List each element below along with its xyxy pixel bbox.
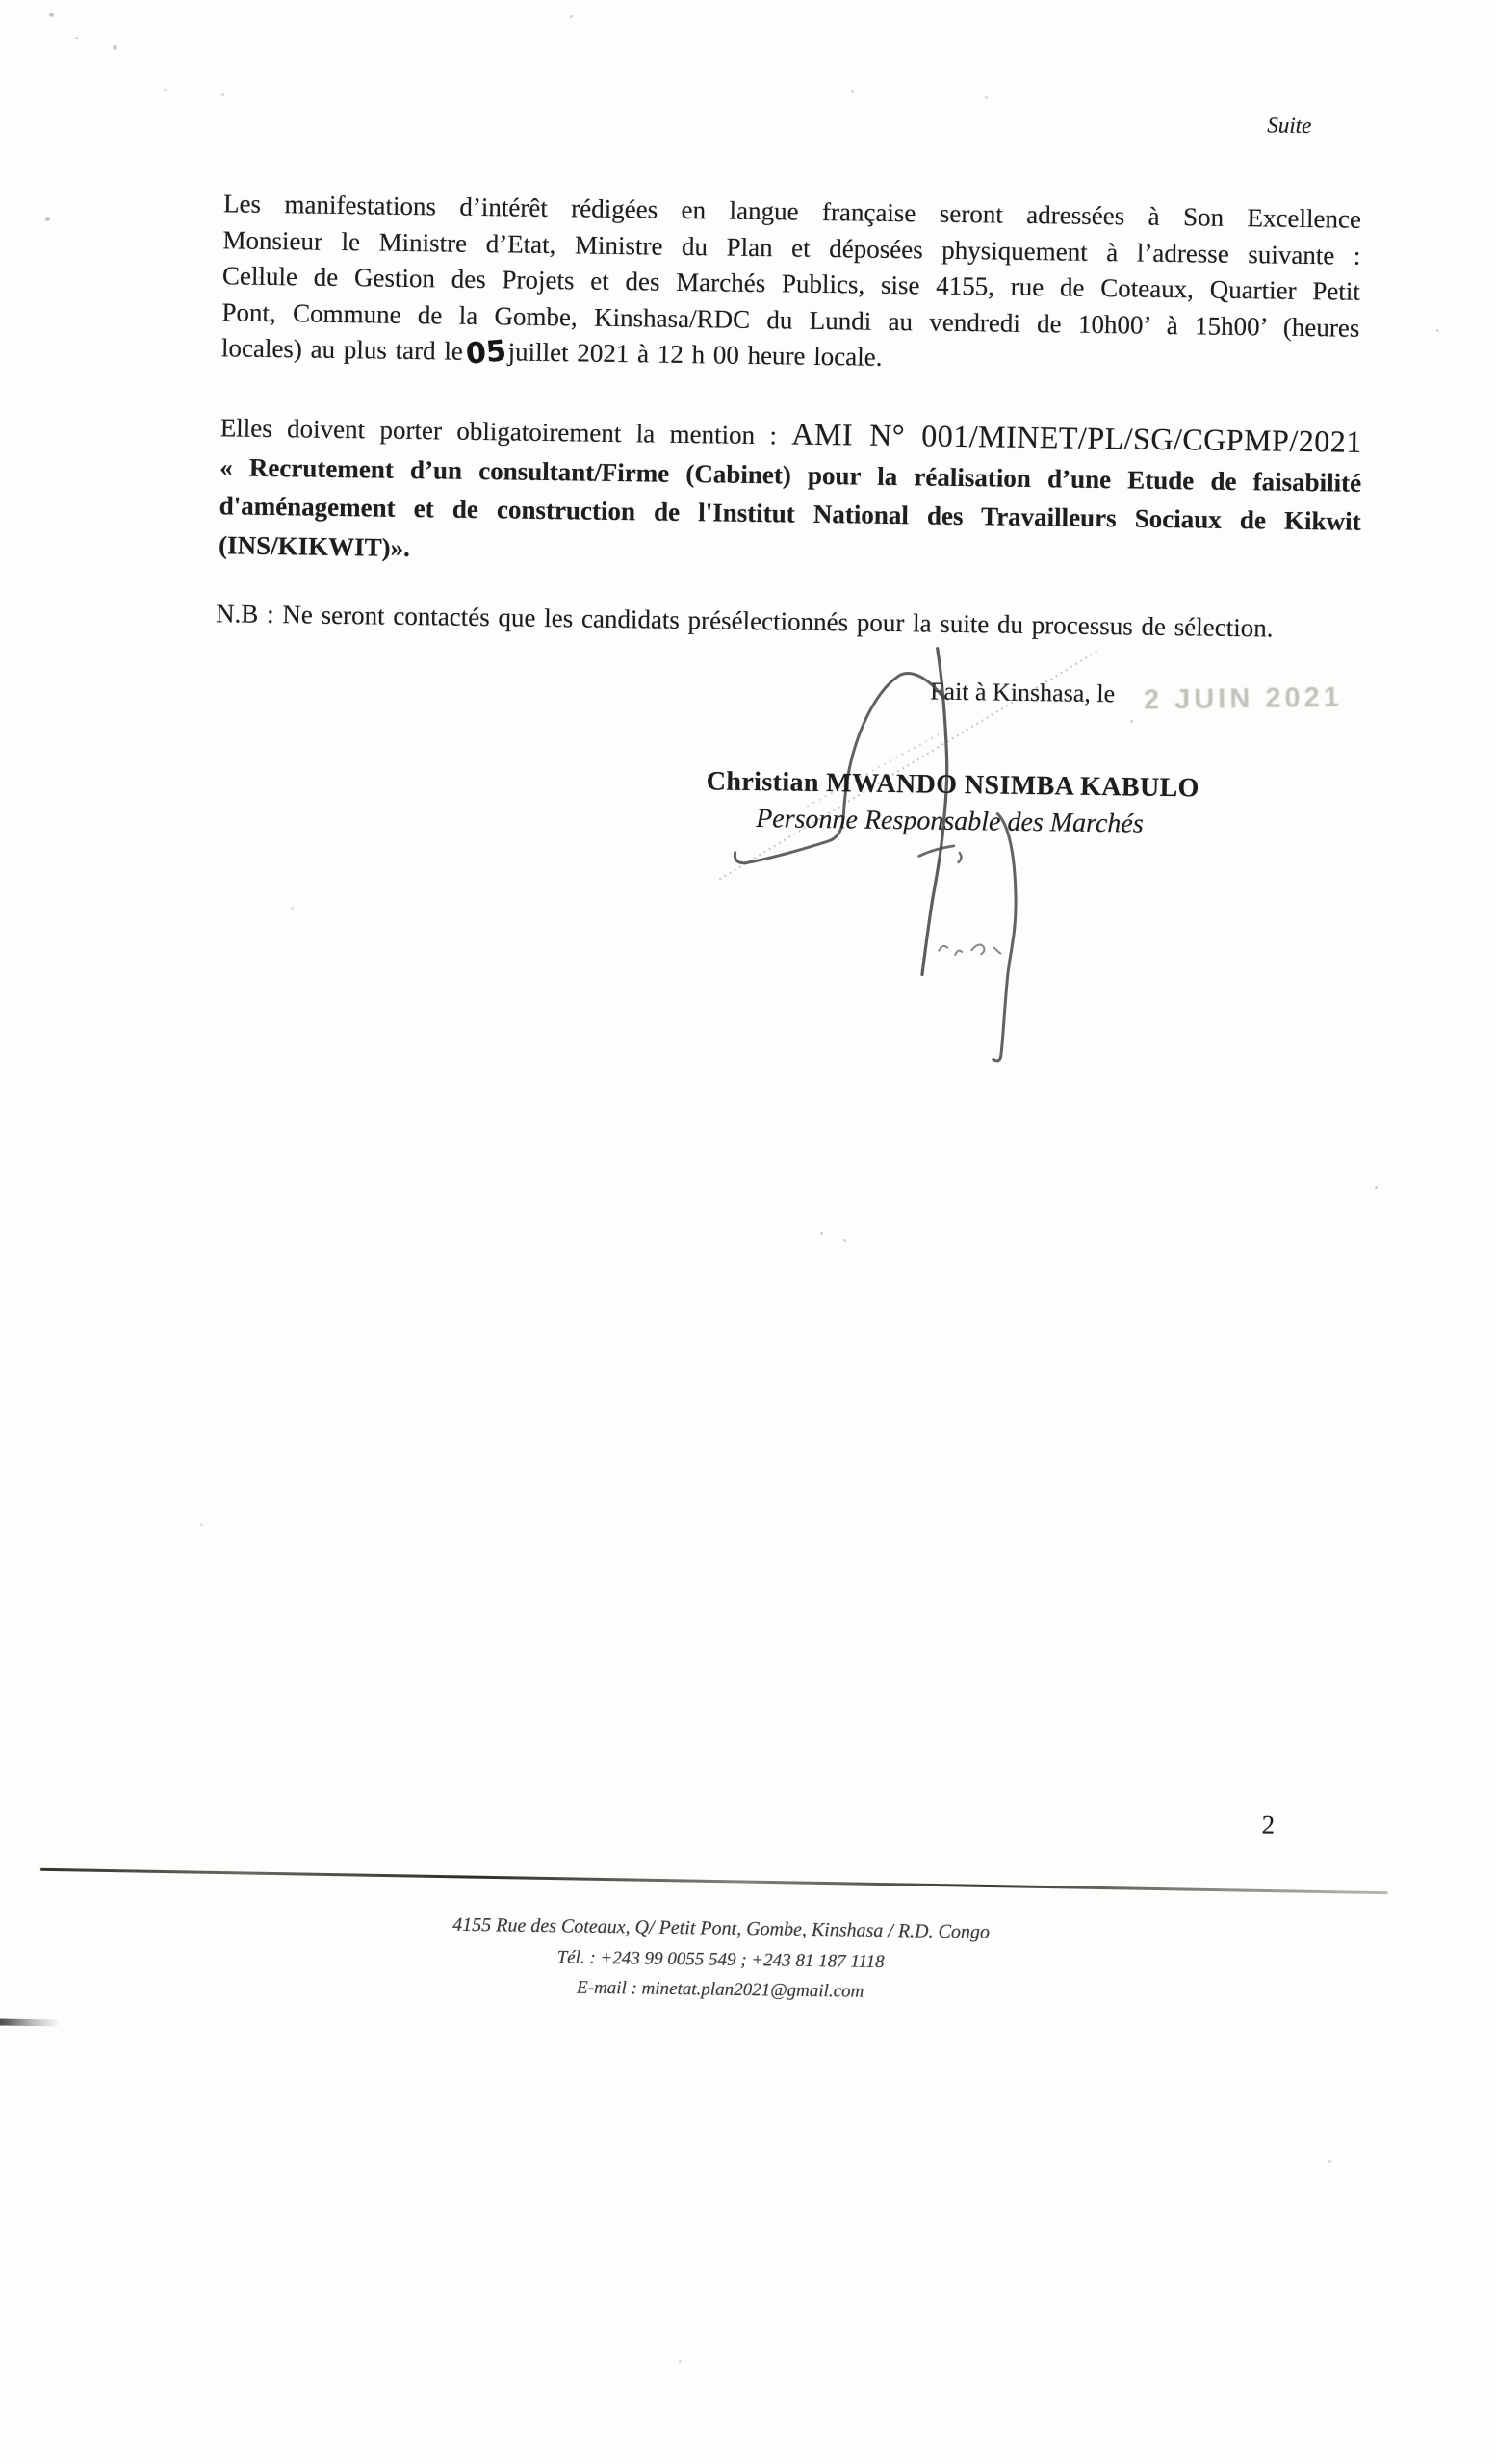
paragraph-line: Pont, Commune de la Gombe, Kinshasa/RDC du Lundi au vendredi de 10h00’ à 15h00’ (heures	[221, 296, 1360, 343]
signature-stroke	[919, 845, 954, 857]
signature-stroke	[959, 853, 962, 862]
paragraph-mention	[219, 406, 1362, 580]
subject-line: « Recrutement d’un consultant/Firme (Cabinet) pour la réalisation d’une Etude de faisabilité	[219, 451, 1362, 498]
handwritten-signature	[687, 626, 1252, 1086]
signatory-name: Christian MWANDO NSIMBA KABULO	[706, 766, 1200, 804]
letterhead-footer	[239, 1907, 1202, 2012]
mention-intro: Elles doivent porter obligatoirement la mention :	[219, 413, 792, 450]
procurement-reference: AMI N° 001/MINET/PL/SG/CGPMP/2021	[791, 416, 1362, 459]
nota-bene: N.B : Ne seront contactés que les candidats présélectionnés pour la suite du processus de sélection.	[215, 599, 1274, 643]
footer-email: E-mail : minetat.plan2021@gmail.com	[576, 1977, 864, 2002]
signature-stroke	[939, 944, 1000, 956]
footer-divider	[40, 1868, 1388, 1894]
signatory-title: Personne Responsable des Marchés	[755, 804, 1144, 839]
footer-phone: Tél. : +243 99 0055 549 ; +243 81 187 1118	[556, 1947, 885, 1973]
deadline-prefix: locales) au plus tard le	[220, 333, 464, 366]
handwritten-day: 05	[464, 334, 508, 372]
scan-edge-artifact	[0, 2018, 60, 2026]
scan-noise-specks	[0, 0, 3, 3]
paragraph-line: Monsieur le Ministre d’Etat, Ministre du Plan et déposées physiquement à l’adresse suivante :	[222, 224, 1361, 270]
signature-stroke	[993, 814, 1018, 1062]
subject-line: (INS/KIKWIT)».	[218, 529, 411, 562]
pencil-hatch-line	[719, 646, 1097, 885]
continuation-label: Suite	[1267, 113, 1312, 139]
paragraph-line: Cellule de Gestion des Projets et des Marchés Publics, sise 4155, rue de Coteaux, Quartier Petit	[221, 261, 1361, 306]
page-number: 2	[1261, 1810, 1276, 1839]
footer-address: 4155 Rue des Coteaux, Q/ Petit Pont, Gombe, Kinshasa / R.D. Congo	[452, 1913, 991, 1943]
place-date-line: Fait à Kinshasa, le	[929, 677, 1116, 708]
date-stamp: 2 JUIN 2021	[1143, 681, 1344, 716]
paragraph-line: Les manifestations d’intérêt rédigées en langue française seront adressées à Son Excellence	[222, 189, 1362, 234]
deadline-suffix: juillet 2021 à 12 h 00 heure locale.	[507, 337, 883, 372]
paragraph-manifestations	[221, 186, 1362, 382]
subject-line: d'aménagement et de construction de l'Institut National des Travailleurs Sociaux de Kikwit	[219, 491, 1361, 536]
